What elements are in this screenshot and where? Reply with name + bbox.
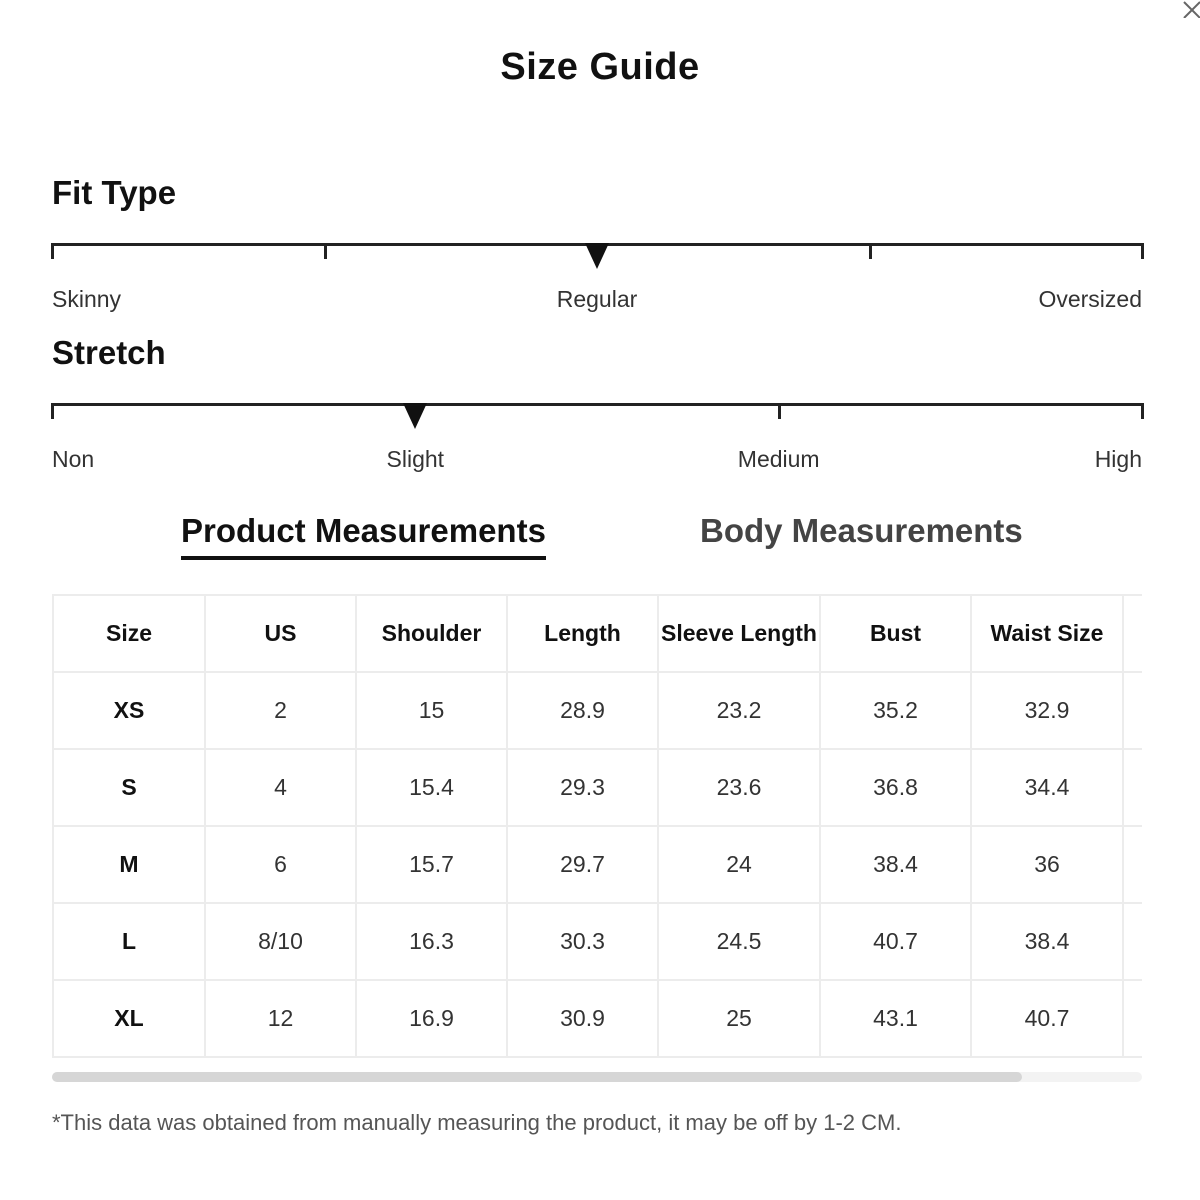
table-cell: 32.9 [971, 672, 1123, 749]
stretch-label-high: High [1094, 446, 1142, 472]
table-cell: 4 [205, 749, 356, 826]
table-cell: 8/10 [205, 903, 356, 980]
size-table [52, 594, 1142, 1058]
table-cell: 29.3 [507, 749, 658, 826]
table-cell: 16.3 [356, 903, 507, 980]
table-row [53, 749, 1142, 826]
close-icon [1182, 0, 1200, 18]
header-us: US [205, 595, 356, 672]
table-row [53, 826, 1142, 903]
table-cell: 2 [205, 672, 356, 749]
stretch-scale-line [52, 403, 1142, 406]
table-cell: 30.3 [507, 903, 658, 980]
table-cell: 35.2 [820, 672, 971, 749]
stretch-label-medium: Medium [737, 446, 820, 472]
measurement-tabs [0, 512, 1200, 562]
table-cell: S [53, 749, 205, 826]
table-cell: 36.8 [820, 749, 971, 826]
table-cell: 36 [971, 826, 1123, 903]
header-length: Length [507, 595, 658, 672]
table-cell: 23.6 [658, 749, 820, 826]
stretch-label-non: Non [52, 446, 95, 472]
scrollbar-thumb[interactable] [52, 1072, 1022, 1082]
table-row [53, 903, 1142, 980]
header-overflow [1123, 595, 1142, 672]
fit-type-label-oversized: Oversized [1038, 286, 1142, 312]
stretch-heading: Stretch [52, 334, 166, 371]
table-cell: XS [53, 672, 205, 749]
close-button[interactable] [1182, 0, 1200, 18]
table-cell: 6 [205, 826, 356, 903]
fit-type-labels [52, 286, 1142, 316]
table-cell: 43.1 [820, 980, 971, 1057]
table-cell [1123, 749, 1142, 826]
tab-body-measurements[interactable]: Body Measurements [700, 512, 1023, 549]
table-row [53, 980, 1142, 1057]
table-cell: 25 [658, 980, 820, 1057]
header-shoulder: Shoulder [356, 595, 507, 672]
table-cell: 30.9 [507, 980, 658, 1057]
header-sleeve-length: Sleeve Length [658, 595, 820, 672]
table-cell: L [53, 903, 205, 980]
stretch-scale [52, 403, 1142, 423]
fit-type-tick [869, 243, 872, 259]
table-cell: 28.9 [507, 672, 658, 749]
table-cell: 24 [658, 826, 820, 903]
table-cell: 15.4 [356, 749, 507, 826]
page-title: Size Guide [500, 46, 700, 88]
fit-type-scale [52, 243, 1142, 263]
table-cell: XL [53, 980, 205, 1057]
tab-product-measurements[interactable]: Product Measurements [181, 512, 546, 560]
stretch-tick [1141, 403, 1144, 419]
stretch-labels [52, 446, 1142, 476]
table-cell [1123, 672, 1142, 749]
fit-type-tick [1141, 243, 1144, 259]
table-cell: 12 [205, 980, 356, 1057]
fit-type-label-skinny: Skinny [52, 286, 122, 312]
fit-type-label-regular: Regular [556, 286, 638, 312]
table-horizontal-scrollbar[interactable] [52, 1072, 1142, 1082]
stretch-tick [778, 403, 781, 419]
table-cell: 40.7 [820, 903, 971, 980]
table-cell: 38.4 [971, 903, 1123, 980]
table-cell: 40.7 [971, 980, 1123, 1057]
header-waist-size: Waist Size [971, 595, 1123, 672]
fit-type-marker-icon [585, 243, 609, 269]
table-cell: 24.5 [658, 903, 820, 980]
stretch-tick [51, 403, 54, 419]
table-cell: 15 [356, 672, 507, 749]
size-table-container [52, 594, 1142, 1068]
stretch-marker-icon [403, 403, 427, 429]
table-cell: 16.9 [356, 980, 507, 1057]
fit-type-tick [51, 243, 54, 259]
table-cell: 29.7 [507, 826, 658, 903]
table-cell [1123, 826, 1142, 903]
table-cell [1123, 903, 1142, 980]
table-cell: 15.7 [356, 826, 507, 903]
measurement-footnote: *This data was obtained from manually measuring the product, it may be off by 1-2 CM. [52, 1110, 902, 1135]
table-row [53, 672, 1142, 749]
header-size: Size [53, 595, 205, 672]
header-bust: Bust [820, 595, 971, 672]
table-cell: 38.4 [820, 826, 971, 903]
fit-type-tick [324, 243, 327, 259]
table-cell: 34.4 [971, 749, 1123, 826]
stretch-label-slight: Slight [386, 446, 445, 472]
table-header-row [53, 595, 1142, 672]
fit-type-heading: Fit Type [52, 174, 177, 211]
table-cell: 23.2 [658, 672, 820, 749]
table-cell [1123, 980, 1142, 1057]
table-cell: M [53, 826, 205, 903]
